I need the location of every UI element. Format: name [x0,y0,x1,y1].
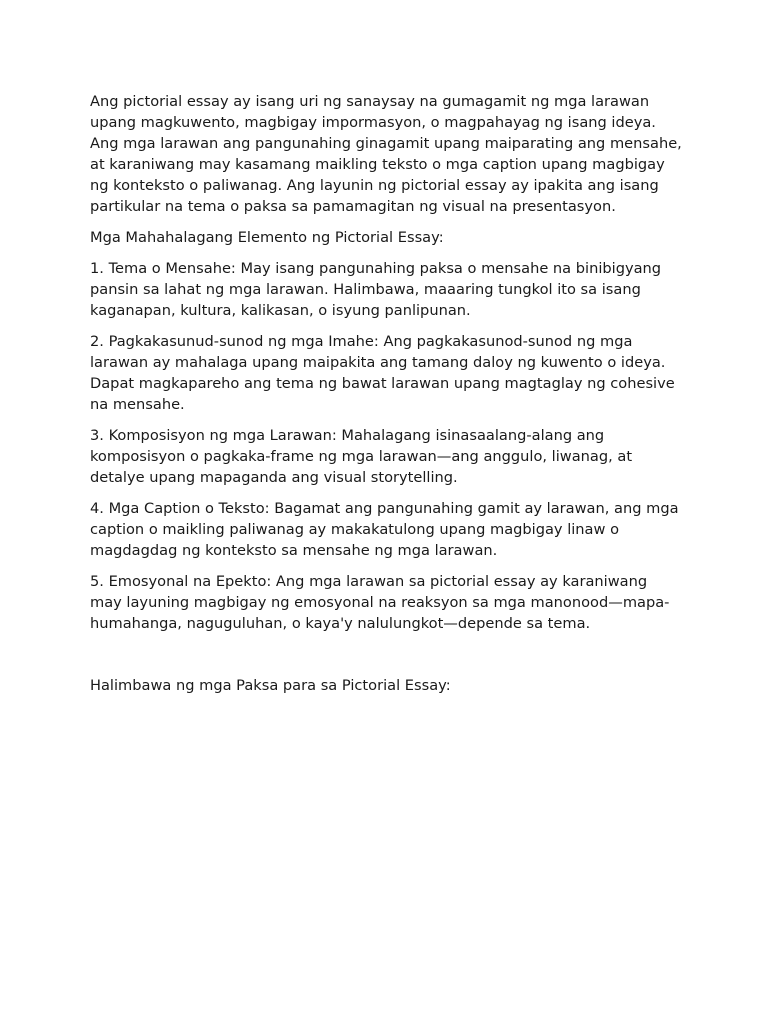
intro-paragraph: Ang pictorial essay ay isang uri ng sanaysay na gumagamit ng mga larawan upang magkuwento, magbigay impormasyon, o magpahayag ng isang ideya. Ang mga larawan ang pangunahing ginagamit upang maiparating ang mensahe, at karaniwang may kasamang maikling teksto o mga caption upang magbigay ng konteksto o paliwanag. Ang layunin ng pictorial essay ay ipakita ang isang partikular na tema o paksa sa pamamagitan ng visual na presentasyon. [90,93,682,215]
examples-heading: Halimbawa ng mga Paksa para sa Pictorial Essay: [90,677,451,694]
element-item-komposisyon: 3. Komposisyon ng mga Larawan: Mahalagang isinasaalang-alang ang komposisyon o pagkaka-frame ng mga larawan—ang anggulo, liwanag, at detalye upang mapaganda ang visual storytelling. [90,427,633,486]
element-item-tema: 1. Tema o Mensahe: May isang pangunahing paksa o mensahe na binibigyang pansin sa lahat ng mga larawan. Halimbawa, maaaring tungkol ito sa isang kaganapan, kultura, kalikasan, o isyung panlipunan. [90,260,662,319]
element-item-emosyonal: 5. Emosyonal na Epekto: Ang mga larawan sa pictorial essay ay karaniwang may layuning magbigay ng emosyonal na reaksyon sa mga manonood—mapa-humahanga, naguguluhan, o kaya'y nalulungkot—depende sa tema. [90,573,670,632]
elements-heading: Mga Mahahalagang Elemento ng Pictorial Essay: [90,229,444,246]
element-item-pagkakasunod: 2. Pagkakasunud-sunod ng mga Imahe: Ang pagkakasunod-sunod ng mga larawan ay mahalaga upang maipakita ang tamang daloy ng kuwento o ideya. Dapat magkapareho ang tema ng bawat larawan upang magtaglay ng cohesive na mensahe. [90,333,675,413]
document-body [90,91,682,706]
element-item-caption: 4. Mga Caption o Teksto: Bagamat ang pangunahing gamit ay larawan, ang mga caption o maikling paliwanag ay makakatulong upang magbigay linaw o magdagdag ng konteksto sa mensahe ng mga larawan. [90,500,679,559]
